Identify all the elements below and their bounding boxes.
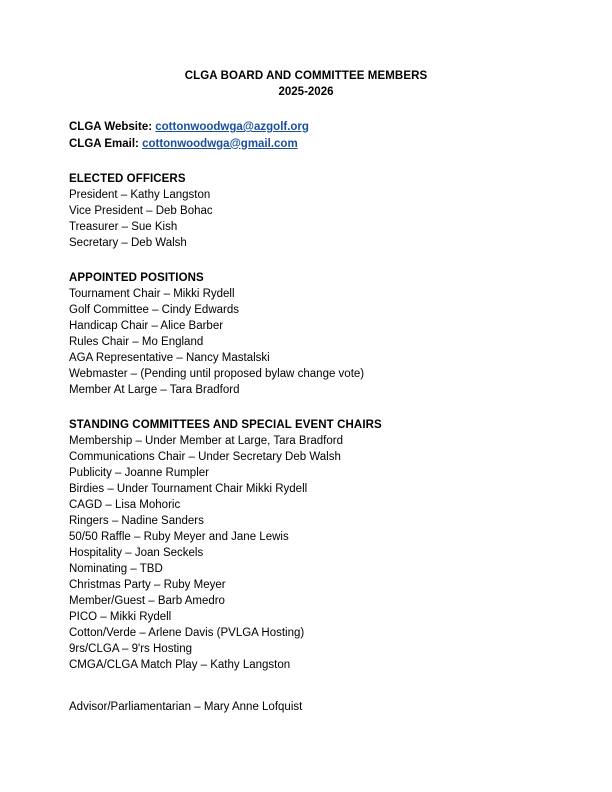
- section-heading: APPOINTED POSITIONS: [69, 272, 204, 284]
- section: [69, 270, 543, 398]
- roster-entry: Birdies – Under Tournament Chair Mikki Rydell: [69, 483, 308, 495]
- roster-entry: Tournament Chair – Mikki Rydell: [69, 288, 235, 300]
- roster-entry: Rules Chair – Mo England: [69, 336, 204, 348]
- roster-entry: Webmaster – (Pending until proposed bylaw change vote): [69, 368, 365, 380]
- section: [69, 417, 543, 673]
- page-title: CLGA BOARD AND COMMITTEE MEMBERS: [184, 70, 428, 82]
- advisor-block: [69, 699, 543, 715]
- website-link[interactable]: cottonwoodwga@azgolf.org: [155, 121, 309, 133]
- roster-entry: Secretary – Deb Walsh: [69, 237, 187, 249]
- section: [69, 171, 543, 251]
- roster-entry: Golf Committee – Cindy Edwards: [69, 304, 240, 316]
- roster-entry: CMGA/CLGA Match Play – Kathy Langston: [69, 659, 291, 671]
- section-heading: ELECTED OFFICERS: [69, 173, 186, 185]
- roster-entry: Vice President – Deb Bohac: [69, 205, 213, 217]
- roster-entry: Cotton/Verde – Arlene Davis (PVLGA Hosting): [69, 627, 305, 639]
- email-link[interactable]: cottonwoodwga@gmail.com: [142, 137, 298, 150]
- roster-entry: Nominating – TBD: [69, 563, 163, 575]
- email-label: CLGA Email:: [69, 137, 139, 150]
- roster-entry: Communications Chair – Under Secretary Deb Walsh: [69, 451, 341, 463]
- roster-entry: 9rs/CLGA – 9'rs Hosting: [69, 643, 192, 655]
- contact-block: [69, 119, 543, 152]
- roster-entry: President – Kathy Langston: [69, 189, 211, 201]
- website-label: CLGA Website:: [69, 121, 153, 133]
- roster-entry: Hospitality – Joan Seckels: [69, 547, 204, 559]
- document-content: [69, 68, 543, 715]
- roster-entry: Member/Guest – Barb Amedro: [69, 595, 225, 607]
- email-line: [69, 136, 543, 153]
- sections-host: [69, 171, 543, 673]
- website-line: [69, 119, 543, 136]
- roster-entry: PICO – Mikki Rydell: [69, 611, 172, 623]
- roster-entry: Christmas Party – Ruby Meyer: [69, 579, 226, 591]
- roster-entry: Member At Large – Tara Bradford: [69, 384, 240, 396]
- roster-entry: Membership – Under Member at Large, Tara Bradford: [69, 435, 344, 447]
- advisor-line: Advisor/Parliamentarian – Mary Anne Lofquist: [69, 701, 303, 713]
- roster-entry: CAGD – Lisa Mohoric: [69, 499, 181, 511]
- roster-entry: Ringers – Nadine Sanders: [69, 515, 204, 527]
- section-heading: STANDING COMMITTEES AND SPECIAL EVENT CHAIRS: [69, 419, 382, 431]
- roster-entry: Treasurer – Sue Kish: [69, 221, 178, 233]
- roster-entry: Publicity – Joanne Rumpler: [69, 467, 209, 479]
- roster-entry: AGA Representative – Nancy Mastalski: [69, 352, 270, 364]
- roster-entry: 50/50 Raffle – Ruby Meyer and Jane Lewis: [69, 531, 289, 543]
- page-subtitle-year: 2025-2026: [278, 86, 334, 98]
- roster-entry: Handicap Chair – Alice Barber: [69, 320, 224, 332]
